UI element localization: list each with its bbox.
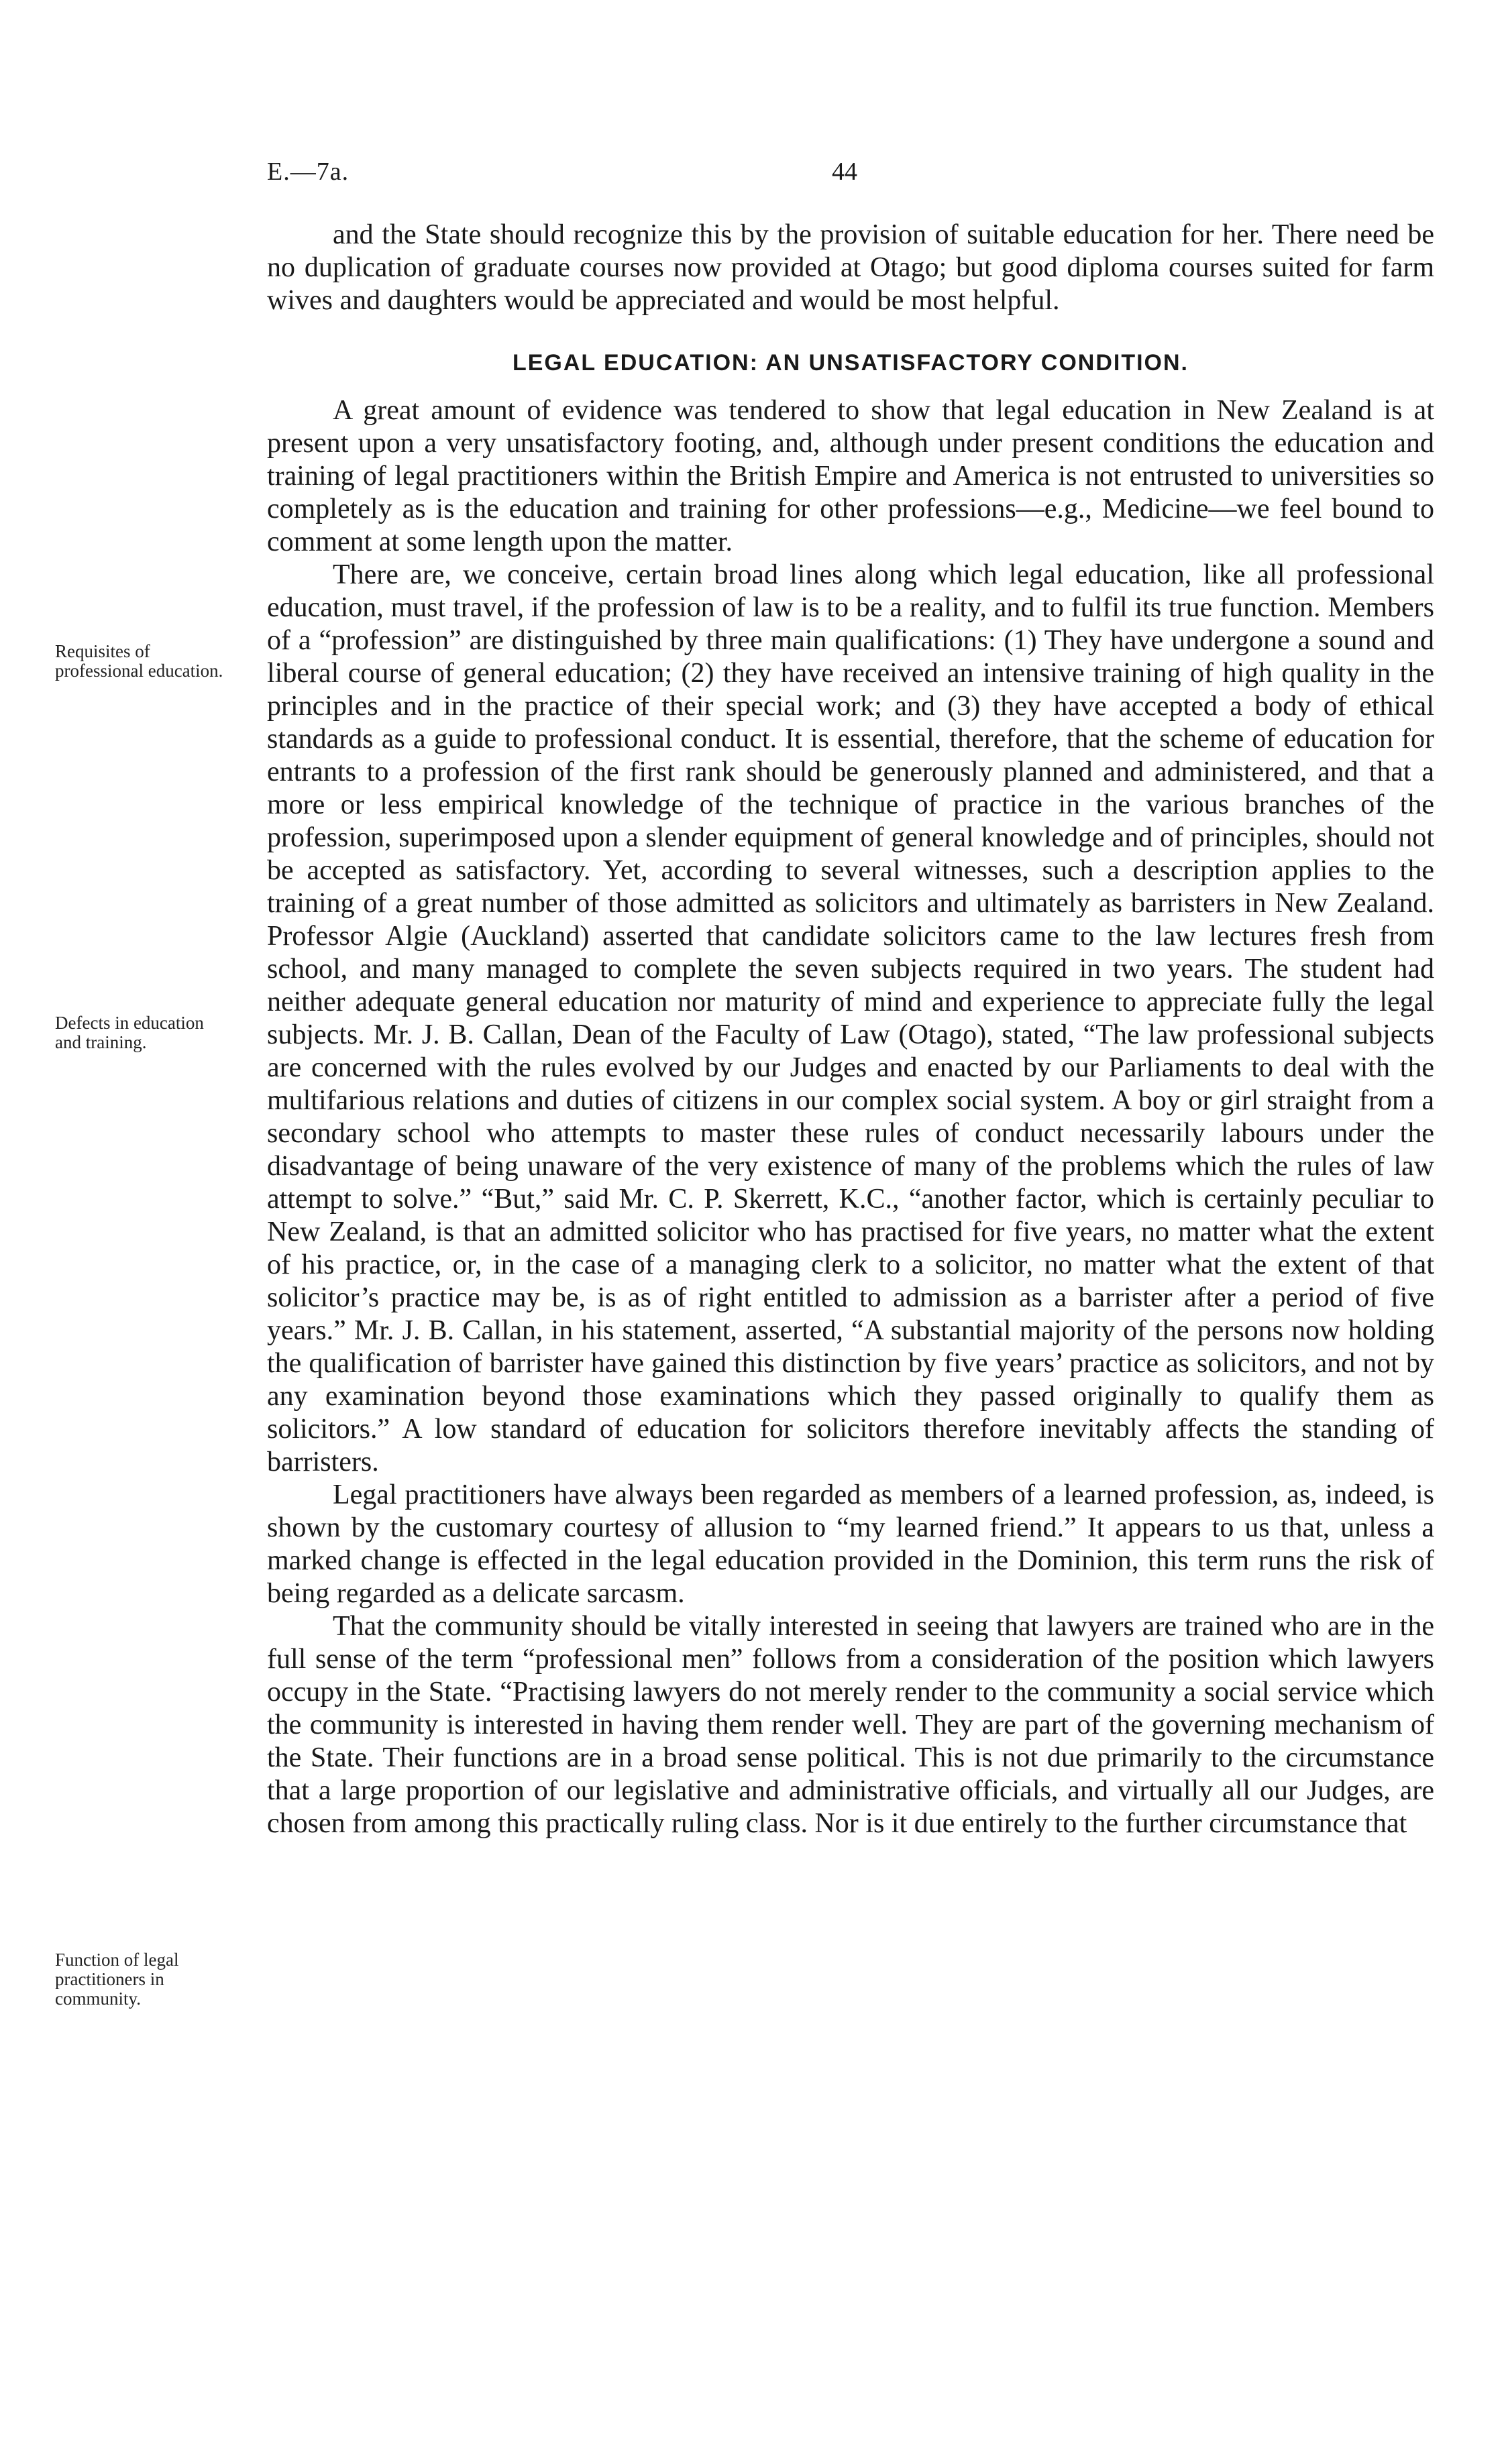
- body-text: [267, 219, 1434, 1840]
- intro-paragraph: and the State should recognize this by the provision of suitable education for her. There need be no duplication of graduate courses now provided at Otago; but good diploma courses suited for farm wives and daughters would be appreciated and would be most helpful.: [267, 219, 1434, 316]
- paragraph-learned-profession: Legal practitioners have always been regarded as members of a learned profession, as, indeed, is shown by the customary courtesy of allusion to “my learned friend.” It appears to us that, unless a marked change is effected in the legal education provided in the Dominion, this term runs the risk of being regarded as a delicate sarcasm.: [267, 1479, 1434, 1609]
- side-note-function: Function of legal practitioners in community.: [55, 1950, 179, 2009]
- report-reference: E.—7a.: [267, 158, 349, 186]
- side-note-defects: Defects in education and training.: [55, 1013, 204, 1052]
- paragraph-community: That the community should be vitally interested in seeing that lawyers are trained who are in the full sense of the term “professional men” follows from a consideration of the position which lawyers occupy in the State. “Practising lawyers do not merely render to the community a social service which the community is interested in having them render well. They are part of the governing mechanism of the State. Their functions are in a broad sense political. This is not due primarily to the circumstance that a large proportion of our legislative and administrative officials, and virtually all our Judges, are chosen from among this practically ruling class. Nor is it due entirely to the further circumstance that: [267, 1611, 1434, 1839]
- paragraph-requisites: There are, we conceive, certain broad lines along which legal education, like all professional education, must travel, if the profession of law is to be a reality, and to fulfil its true function. Members of a “profession” are distinguished by three main qualifications: (1) They have undergone a sound and liberal course of general education; (2) they have received an intensive training of high quality in the principles and in the practice of their special work; and (3) they have accepted a body of ethical standards as a guide to professional conduct. It is essential, therefore, that the scheme of education for entrants to a profession of the first rank should be generously planned and administered, and that a more or less empirical knowledge of the technique of practice in the various branches of the profession, superimposed upon a slender equipment of general knowledge and of principles, should not be accepted as satisfactory. Yet, according to several witnesses, such a description applies to the training of a great number of those admitted as solicitors and ultimately as barristers in New Zealand. Professor Algie (Auckland) asserted that candidate solicitors came to the law lectures fresh from school, and many managed to complete the seven subjects required in two years. The student had neither adequate general education nor maturity of mind and experience to appreciate fully the legal subjects. Mr. J. B. Callan, Dean of the Faculty of Law (Otago), stated, “The law professional subjects are concerned with the rules evolved by our Judges and enacted by our Parliaments to deal with the multifarious relations and duties of citizens in our complex social system. A boy or girl straight from a secondary school who attempts to master these rules of conduct necessarily labours under the disadvantage of being unaware of the very existence of many of the problems which the rules of law attempt to solve.” “But,” said Mr. C. P. Skerrett, K.C., “another factor, which is certainly peculiar to New Zealand, is that an admitted solicitor who has practised for five years, no matter what the extent of his practice, or, in the case of a managing clerk to a solicitor, no matter what the extent of that solicitor’s practice may be, is as of right entitled to admission as a barrister after a period of five years.” Mr. J. B. Callan, in his statement, asserted, “A substantial majority of the persons now holding the qualification of barrister have gained this distinction by five years’ practice as solicitors, and not by any examination beyond those examinations which they passed originally to qualify them as solicitors.” A low standard of education for solicitors therefore inevitably affects the standing of barristers.: [267, 559, 1434, 1477]
- page-number: 44: [832, 158, 857, 186]
- section-heading: LEGAL EDUCATION: AN UNSATISFACTORY CONDITION.: [512, 350, 1189, 376]
- side-note-requisites: Requisites of professional education.: [55, 641, 223, 681]
- paragraph-evidence: A great amount of evidence was tendered to show that legal education in New Zealand is at present upon a very unsatisfactory footing, and, although under present conditions the education and training of legal practitioners within the British Empire and America is not entrusted to universities so completely as is the education and training for other professions—e.g., Medicine—we feel bound to comment at some length upon the matter.: [267, 395, 1434, 557]
